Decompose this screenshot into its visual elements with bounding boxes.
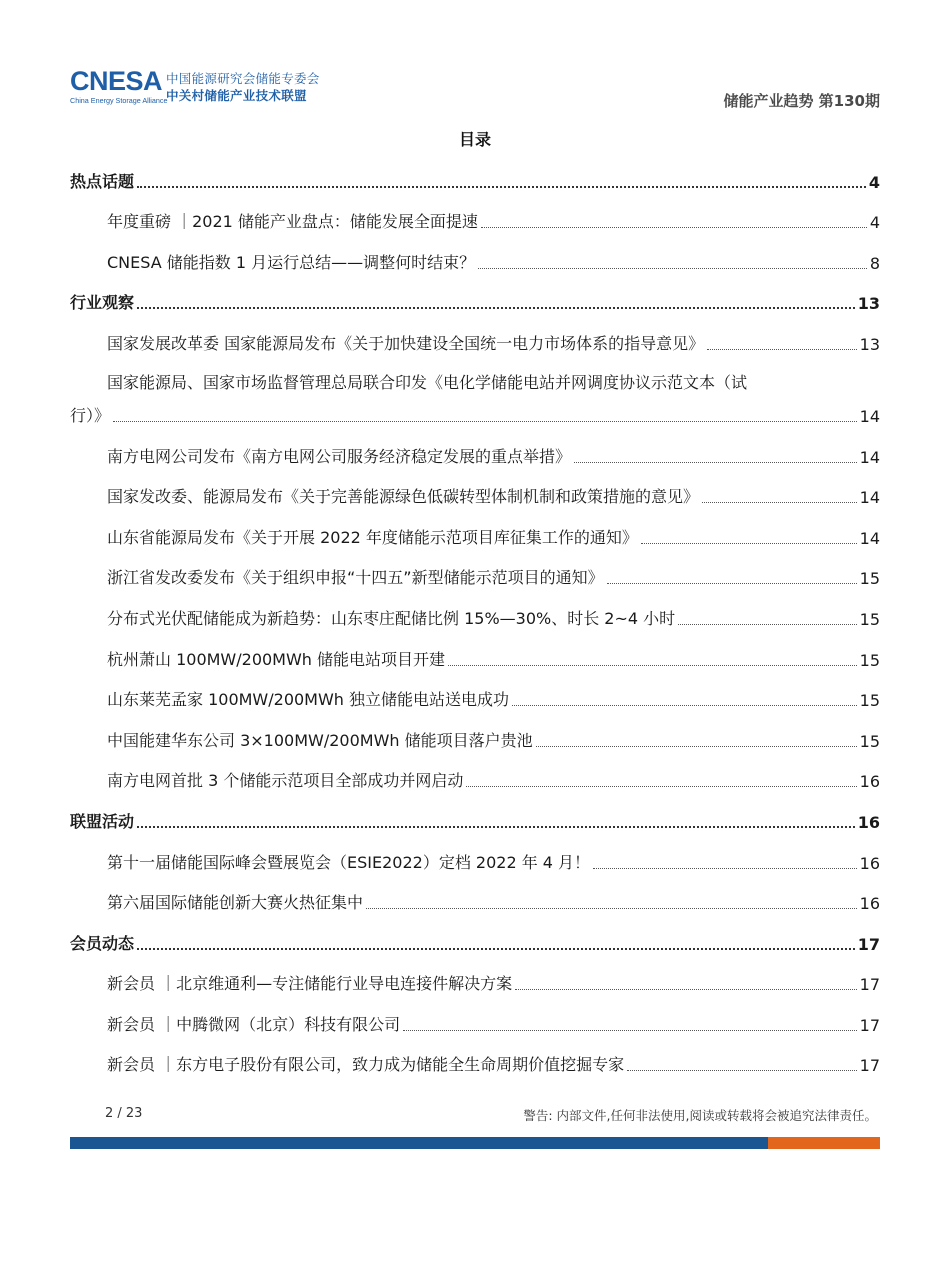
toc-entry[interactable] — [70, 882, 880, 923]
toc-section[interactable] — [70, 800, 880, 841]
page-indicator: 2 / 23 — [105, 1106, 143, 1121]
toc-section-title: 热点话题 — [70, 171, 135, 191]
toc-entry[interactable] — [70, 435, 880, 476]
footer-color-bar — [70, 1137, 880, 1149]
toc-entry-title: 分布式光伏配储能成为新趋势：山东枣庄配储比例 15%—30%、时长 2~4 小时 — [107, 608, 676, 628]
toc-section[interactable] — [70, 282, 880, 323]
toc-entry-page: 14 — [859, 406, 880, 426]
toc-entry[interactable] — [70, 201, 880, 242]
dot-leader — [641, 542, 857, 544]
toc-section[interactable] — [70, 922, 880, 963]
cnesa-logo — [70, 66, 340, 106]
dot-leader — [627, 1069, 857, 1071]
toc-entry-title: 新会员 ｜中腾微网（北京）科技有限公司 — [107, 1014, 401, 1034]
toc-entry[interactable] — [70, 679, 880, 720]
dot-leader — [515, 988, 857, 990]
toc-section[interactable] — [70, 160, 880, 201]
toc-entry[interactable] — [70, 841, 880, 882]
toc-entry-page: 15 — [859, 691, 880, 711]
toc-entry-page: 16 — [859, 894, 880, 914]
toc-entry-page: 14 — [859, 447, 880, 467]
toc-entry-title: 国家发展改革委 国家能源局发布《关于加快建设全国统一电力市场体系的指导意见》 — [107, 333, 705, 353]
toc-entry[interactable] — [70, 476, 880, 517]
toc-entry-page: 16 — [859, 772, 880, 792]
toc-entry-page: 15 — [859, 731, 880, 751]
toc-entry-title: 第十一届储能国际峰会暨展览会（ESIE2022）定档 2022 年 4 月！ — [107, 852, 591, 872]
toc-entry[interactable] — [70, 241, 880, 282]
dot-leader — [466, 785, 856, 787]
toc-entry[interactable] — [70, 719, 880, 760]
toc-entry-page: 15 — [859, 650, 880, 670]
dot-leader — [478, 267, 867, 269]
toc-section-title: 行业观察 — [70, 293, 135, 313]
toc-entry-title: 杭州萧山 100MW/200MWh 储能电站项目开建 — [107, 649, 446, 669]
toc-section-page: 16 — [857, 812, 880, 832]
toc-section-page: 17 — [857, 934, 880, 954]
dot-leader — [137, 947, 855, 950]
toc-section-page: 4 — [868, 172, 880, 192]
toc-entry-page: 13 — [859, 334, 880, 354]
footer-bar-blue — [70, 1137, 768, 1149]
toc-entry-page: 16 — [859, 853, 880, 873]
toc-entry-page: 17 — [859, 1056, 880, 1076]
toc-entry-page: 14 — [859, 488, 880, 508]
toc-entry[interactable] — [70, 760, 880, 801]
toc-entry[interactable] — [70, 1003, 880, 1044]
dot-leader — [512, 704, 857, 706]
toc-entry-title: 山东省能源局发布《关于开展 2022 年度储能示范项目库征集工作的通知》 — [107, 527, 638, 547]
toc-entry[interactable] — [70, 638, 880, 679]
toc-entry-title-cont: 行）》 — [70, 405, 111, 425]
logo-cn-line2: 中关村储能产业技术联盟 — [166, 88, 307, 103]
toc-section-title: 会员动态 — [70, 933, 135, 953]
toc-entry-title: CNESA 储能指数 1 月运行总结——调整何时结束？ — [107, 252, 476, 272]
issue-title: 储能产业趋势 第130期 — [723, 92, 880, 110]
toc-heading: 目录 — [458, 130, 491, 149]
toc-entry-page: 4 — [869, 213, 880, 233]
dot-leader — [137, 306, 855, 309]
toc-entry-title: 浙江省发改委发布《关于组织申报“十四五”新型储能示范项目的通知》 — [107, 568, 604, 588]
dot-leader — [137, 185, 866, 188]
dot-leader — [481, 226, 867, 228]
toc-entry-title: 第六届国际储能创新大赛火热征集中 — [107, 893, 364, 913]
toc-section-title: 联盟活动 — [70, 811, 135, 831]
logo-cn-line1: 中国能源研究会储能专委会 — [166, 71, 320, 86]
toc-entry[interactable] — [70, 1044, 880, 1085]
toc-entry-page: 17 — [859, 1015, 880, 1035]
logo-subtitle: China Energy Storage Alliance — [70, 96, 168, 105]
footer-warning: 警告: 内部文件,任何非法使用,阅读或转载将会被追究法律责任。 — [523, 1108, 877, 1123]
dot-leader — [366, 907, 857, 909]
dot-leader — [574, 461, 857, 463]
toc-entry[interactable] — [70, 963, 880, 1004]
toc-entry-page: 15 — [859, 609, 880, 629]
dot-leader — [678, 623, 856, 625]
dot-leader — [137, 825, 855, 828]
toc-entry-title: 中国能建华东公司 3×100MW/200MWh 储能项目落户贵池 — [107, 730, 533, 750]
toc-entry-page: 15 — [859, 569, 880, 589]
toc-entry-title: 国家发改委、能源局发布《关于完善能源绿色低碳转型体制机制和政策措施的意见》 — [107, 487, 700, 507]
dot-leader — [403, 1029, 857, 1031]
toc-section-page: 13 — [857, 294, 880, 314]
toc-entry-title: 新会员 ｜东方电子股份有限公司，致力成为储能全生命周期价值挖掘专家 — [107, 1055, 625, 1075]
toc-entry[interactable] — [70, 322, 880, 363]
toc-entry[interactable] — [70, 597, 880, 638]
toc-entry-page: 17 — [859, 975, 880, 995]
dot-leader — [593, 867, 857, 869]
dot-leader — [536, 745, 857, 747]
toc-entry[interactable] — [70, 363, 880, 435]
dot-leader — [707, 348, 857, 350]
dot-leader — [113, 420, 857, 422]
dot-leader — [607, 582, 857, 584]
toc-entry-title: 国家能源局、国家市场监督管理总局联合印发《电化学储能电站并网调度协议示范文本（试 — [107, 372, 748, 392]
dot-leader — [702, 501, 857, 503]
logo-wordmark: CNESA — [70, 66, 163, 96]
toc-entry-title: 南方电网公司发布《南方电网公司服务经济稳定发展的重点举措》 — [107, 446, 572, 466]
toc-entry-title: 南方电网首批 3 个储能示范项目全部成功并网启动 — [107, 771, 464, 791]
toc-entry-title: 年度重磅 ｜2021 储能产业盘点：储能发展全面提速 — [107, 212, 478, 232]
footer-bar-orange — [768, 1137, 880, 1149]
toc-entry[interactable] — [70, 516, 880, 557]
table-of-contents — [70, 160, 880, 1084]
toc-entry-title: 新会员 ｜北京维通利—专注储能行业导电连接件解决方案 — [107, 974, 513, 994]
toc-entry-title: 山东莱芜孟家 100MW/200MWh 独立储能电站送电成功 — [107, 690, 510, 710]
toc-entry-page: 8 — [869, 253, 880, 273]
dot-leader — [448, 664, 857, 666]
toc-entry[interactable] — [70, 557, 880, 598]
toc-entry-page: 14 — [859, 528, 880, 548]
